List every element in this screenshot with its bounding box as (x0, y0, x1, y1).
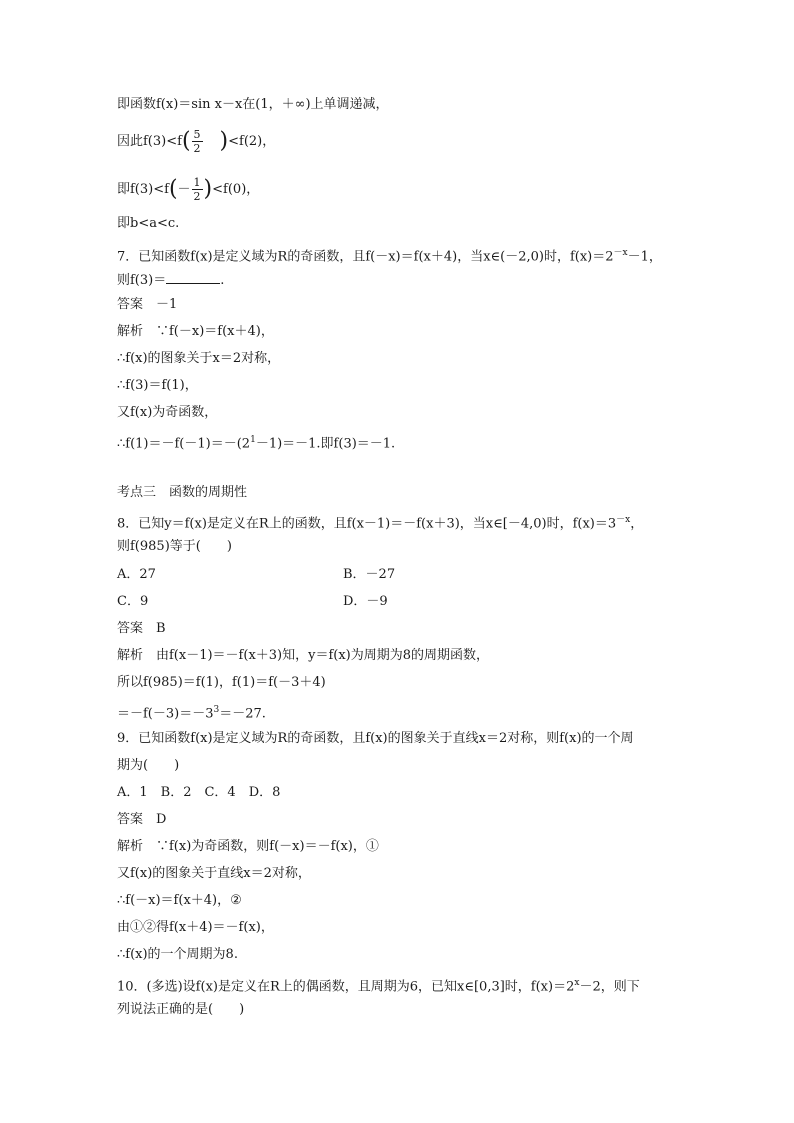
section-heading: 考点三 函数的周期性 (117, 485, 248, 500)
question-8 (117, 512, 643, 532)
text-segment: 即f(3)<f (117, 182, 169, 197)
solution-line: ∴f(－x)＝f(x＋4)，② (117, 893, 242, 908)
fraction-denominator: 2 (193, 190, 201, 203)
solution-line: 又f(x)为奇函数， (117, 405, 218, 420)
text-segment: 因此f(3)<f (117, 134, 182, 149)
text-line-fraction (117, 176, 259, 203)
text-segment: <f(0)， (212, 182, 260, 197)
text-segment: 10．(多选)设f(x)是定义在R上的偶函数，且周期为6，已知x∈[0,3]时，f(x)＝2 (117, 979, 575, 995)
superscript: －x (613, 248, 628, 258)
question-8-cont: 则f(985)等于( ) (117, 539, 232, 554)
option-a: A．27 (117, 567, 156, 582)
answer-7: 答案 －1 (117, 297, 178, 312)
text-line-fraction (117, 128, 275, 155)
paren-open: ( (168, 176, 178, 202)
text-line: 即b<a<c. (117, 216, 180, 231)
answer-9: 答案 D (117, 812, 167, 827)
text-segment: －1)＝－1.即f(3)＝－1. (255, 436, 396, 452)
answer-blank (166, 271, 220, 284)
text-segment: 则f(3)＝ (117, 273, 167, 288)
solution-line: 由①②得f(x＋4)＝－f(x)， (117, 920, 274, 935)
question-10-cont: 列说法正确的是( ) (117, 1002, 245, 1017)
text-segment: 8．已知y＝f(x)是定义在R上的函数，且f(x－1)＝－f(x＋3)，当x∈[－4,0)时，f(x)＝3 (117, 516, 617, 532)
solution-line: 所以f(985)＝f(1)，f(1)＝f(－3＋4) (117, 675, 326, 690)
options-row: A．1 B．2 C．4 D．8 (117, 785, 281, 800)
paren-close: ) (219, 128, 229, 154)
fraction (192, 128, 203, 155)
options-row (117, 567, 156, 583)
question-7 (117, 245, 662, 265)
solution-line: 解析 由f(x－1)＝－f(x＋3)知，y＝f(x)为周期为8的周期函数， (117, 648, 490, 663)
text-segment: ＝－27. (219, 706, 266, 722)
text-segment: －1， (627, 249, 662, 265)
text-line: 即函数f(x)＝sin x－x在(1，＋∞)上单调递减， (117, 97, 389, 112)
fraction-numerator: 5 (193, 128, 201, 141)
option-c: C．9 (117, 594, 149, 609)
solution-line (117, 432, 395, 452)
superscript: 1 (250, 435, 256, 445)
paren-close: ) (203, 176, 213, 202)
question-9-cont: 期为( ) (117, 758, 180, 773)
text-segment: ＝－f(－3)＝－3 (117, 706, 214, 722)
text-segment: <f(2)， (228, 134, 276, 149)
solution-line: ∴f(x)的一个周期为8. (117, 947, 238, 962)
text-segment: . (220, 273, 225, 288)
solution-line: 解析 ∵f(x)为奇函数，则f(－x)＝－f(x)，① (117, 839, 379, 854)
solution-line: ∴f(x)的图象关于x＝2对称， (117, 351, 281, 366)
answer-8: 答案 B (117, 621, 166, 636)
superscript: x (574, 978, 580, 988)
text-segment: 7．已知函数f(x)是定义域为R的奇函数，且f(－x)＝f(x＋4)，当x∈(－2,0)时，f(x)＝2 (117, 249, 614, 265)
fraction-denominator: 2 (193, 142, 201, 155)
solution-line: ∴f(3)＝f(1)， (117, 378, 198, 393)
superscript: 3 (213, 705, 220, 715)
question-10 (117, 975, 640, 995)
solution-line: 解析 ∵f(－x)＝f(x＋4)， (117, 324, 274, 339)
text-segment: －2，则下 (579, 979, 640, 995)
option-d: D．－9 (343, 594, 388, 609)
text-segment: ∴f(1)＝－f(－1)＝－(2 (117, 436, 251, 452)
question-9: 9．已知函数f(x)是定义域为R的奇函数，且f(x)的图象关于直线x＝2对称，则f(x)的一个周 (117, 731, 634, 746)
question-7-cont (117, 271, 224, 289)
solution-line (117, 702, 266, 722)
fraction-numerator: 1 (193, 176, 201, 189)
fraction (192, 176, 203, 203)
option-b: B．－27 (343, 567, 396, 582)
text-segment: ， (630, 516, 644, 532)
paren-open: ( (181, 128, 191, 154)
solution-line: 又f(x)的图象关于直线x＝2对称， (117, 866, 311, 881)
minus-sign: － (177, 182, 191, 197)
superscript: －x (616, 515, 631, 525)
